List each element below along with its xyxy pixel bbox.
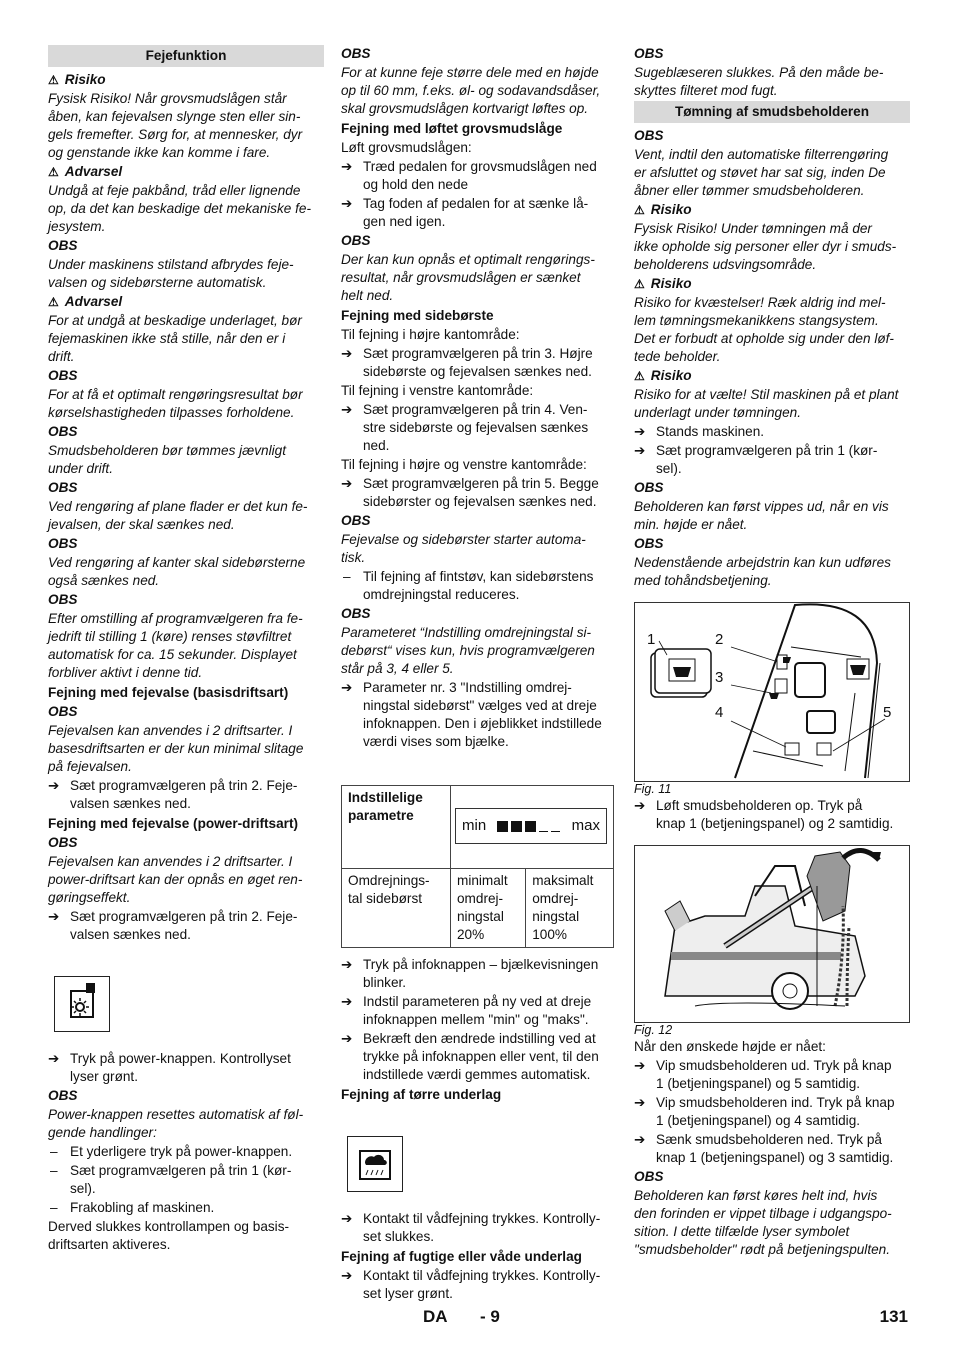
instruction-step bbox=[341, 195, 615, 231]
subheading: Fejning af fugtige eller våde underlag bbox=[341, 1249, 582, 1264]
note-label: OBS bbox=[48, 536, 78, 551]
note-label: OBS bbox=[634, 1169, 664, 1184]
dash-bullet: – bbox=[50, 1163, 58, 1178]
body-text: Til fejning i højre kantområde: bbox=[341, 327, 520, 342]
note-label: OBS bbox=[48, 704, 78, 719]
bar-segment-empty bbox=[551, 831, 560, 832]
step-text: Træd pedalen for grovsmudslågen ned og hold den nede bbox=[363, 159, 597, 192]
arrow-right-icon: ➔ bbox=[634, 798, 646, 813]
instruction-step bbox=[341, 345, 615, 381]
column-right bbox=[634, 44, 910, 1259]
note-text: For at undgå at beskadige underlaget, bør fejemaskinen ikke stå stille, når den er i drift. bbox=[48, 313, 302, 364]
note-text: Fejevalsen kan anvendes i 2 driftsarter. I basesdriftsarten er der kun minimal slitage på fejevalsen. bbox=[48, 723, 304, 774]
arrow-right-icon: ➔ bbox=[341, 476, 353, 491]
figure-caption: Fig. 11 bbox=[634, 782, 672, 796]
instruction-step bbox=[341, 993, 615, 1029]
subheading: Fejning med fejevalse (power-driftsart) bbox=[48, 816, 299, 831]
note-label: OBS bbox=[341, 233, 371, 248]
body-text: Til fejning i højre og venstre kantområde: bbox=[341, 457, 587, 472]
section-heading: Fejefunktion bbox=[48, 45, 324, 67]
step-text: Sæt programvælgeren på trin 1 (kør- sel). bbox=[656, 443, 878, 476]
body-text: Når den ønskede højde er nået: bbox=[634, 1039, 826, 1054]
instruction-step bbox=[341, 1030, 615, 1084]
note-label: OBS bbox=[48, 592, 78, 607]
step-text: Til fejning af fintstøv, kan sidebørstens omdrejningstal reduceres. bbox=[363, 569, 594, 602]
instruction-step bbox=[341, 158, 615, 194]
note-label: OBS bbox=[634, 128, 664, 143]
body-text: Løft grovsmudslågen: bbox=[341, 140, 472, 155]
bar-display-cell bbox=[451, 786, 614, 869]
max-value-cell: maksimalt omdrej- ningstal 100% bbox=[526, 869, 614, 948]
list-item bbox=[48, 1143, 324, 1161]
step-text: Bekræft den ændrede indstilling ved at trykke på infoknappen eller vent, til den indstillede værdi gemmes automatisk. bbox=[363, 1031, 599, 1082]
note-text: Fysisk Risiko! Under tømningen må der ikke opholde sig personer eller dyr i smuds- beholderens udsvingsområde. bbox=[634, 221, 897, 272]
note-label: OBS bbox=[48, 368, 78, 383]
footer-language: DA bbox=[423, 1307, 448, 1326]
step-text: Tag foden af pedalen for at sænke lå- gen ned igen. bbox=[363, 196, 589, 229]
note-text: Risiko for kvæstelser! Ræk aldrig ind mel- lem tømningsmekanikkens stangsystem. Det er forbudt at opholde sig under den løf- tede beholder. bbox=[634, 295, 894, 364]
note-label: OBS bbox=[48, 1088, 78, 1103]
bar-segment-filled bbox=[511, 821, 522, 832]
instruction-step bbox=[48, 1050, 324, 1086]
min-value-cell: minimalt omdrej- ningstal 20% bbox=[451, 869, 526, 948]
warning-label: Risiko bbox=[650, 276, 692, 291]
arrow-right-icon: ➔ bbox=[341, 1031, 353, 1046]
warning-heading bbox=[634, 275, 910, 293]
note-text: Nedenstående arbejdstrin kan kun udføres med tohåndsbetjening. bbox=[634, 555, 891, 588]
bar-max-label: max bbox=[571, 817, 600, 834]
step-text: Sæt programvælgeren på trin 2. Feje- valsen sænkes ned. bbox=[70, 778, 298, 811]
column-left bbox=[48, 44, 324, 1254]
note-label: OBS bbox=[48, 238, 78, 253]
control-panel-illustration bbox=[634, 602, 910, 782]
step-text: Løft smudsbeholderen op. Tryk på knap 1 (betjeningspanel) og 2 samtidig. bbox=[656, 798, 894, 831]
instruction-step bbox=[341, 679, 615, 751]
warning-label: Advarsel bbox=[64, 294, 123, 309]
dash-bullet: – bbox=[50, 1144, 58, 1159]
list-item bbox=[48, 1199, 324, 1217]
note-label: OBS bbox=[634, 536, 664, 551]
list-item bbox=[341, 568, 615, 604]
warning-heading bbox=[48, 163, 324, 181]
body-text: Derved slukkes kontrollampen og basis- driftsarten aktiveres. bbox=[48, 1219, 290, 1252]
step-text: Kontakt til vådfejning trykkes. Kontrolly- set slukkes. bbox=[363, 1211, 601, 1244]
note-label: OBS bbox=[341, 606, 371, 621]
step-text: Vip smudsbeholderen ud. Tryk på knap 1 (betjeningspanel) og 5 samtidig. bbox=[656, 1058, 892, 1091]
subheading: Fejning med løftet grovsmudslåge bbox=[341, 121, 563, 136]
bar-level-display bbox=[455, 808, 607, 844]
power-button-icon bbox=[54, 976, 110, 1032]
step-text: Sæt programvælgeren på trin 2. Feje- valsen sænkes ned. bbox=[70, 909, 298, 942]
note-text: Beholderen kan først vippes ud, når en vis min. højde er nået. bbox=[634, 499, 889, 532]
subheading: Fejning af tørre underlag bbox=[341, 1087, 502, 1102]
note-label: OBS bbox=[48, 480, 78, 495]
arrow-right-icon: ➔ bbox=[341, 680, 353, 695]
section-heading: Tømning af smudsbeholderen bbox=[634, 101, 910, 123]
step-text: Sæt programvælgeren på trin 4. Ven- stre sidebørste og fejevalsen sænkes ned. bbox=[363, 402, 589, 453]
warning-label: Risiko bbox=[650, 368, 692, 383]
arrow-right-icon: ➔ bbox=[48, 778, 60, 793]
subheading: Fejning med fejevalse (basisdriftsart) bbox=[48, 685, 289, 700]
warning-triangle-icon: ⚠ bbox=[634, 203, 645, 217]
warning-heading bbox=[634, 367, 910, 385]
arrow-right-icon: ➔ bbox=[634, 424, 646, 439]
instruction-step bbox=[48, 908, 324, 944]
arrow-right-icon: ➔ bbox=[341, 1211, 353, 1226]
note-text: Smudsbeholderen bør tømmes jævnligt under drift. bbox=[48, 443, 286, 476]
instruction-step bbox=[634, 1057, 910, 1093]
callout-label: 5 bbox=[883, 704, 892, 721]
instruction-step bbox=[341, 1267, 615, 1303]
warning-triangle-icon: ⚠ bbox=[48, 165, 59, 179]
arrow-right-icon: ➔ bbox=[341, 346, 353, 361]
bar-segment-empty bbox=[539, 831, 548, 832]
warning-triangle-icon: ⚠ bbox=[48, 73, 59, 87]
subheading: Fejning med sidebørste bbox=[341, 308, 494, 323]
note-text: For at kunne feje større dele med en højde op til 60 mm, f.eks. øl- og sodavandsdåser, skal grovsmudslågen kortvarigt løftes op. bbox=[341, 65, 601, 116]
footer-local-page: - 9 bbox=[480, 1307, 500, 1326]
note-label: OBS bbox=[48, 424, 78, 439]
instruction-step bbox=[634, 442, 910, 478]
step-text: Kontakt til vådfejning trykkes. Kontrolly- set lyser grønt. bbox=[363, 1268, 601, 1301]
instruction-step bbox=[341, 1210, 615, 1246]
arrow-right-icon: ➔ bbox=[341, 159, 353, 174]
bar-level-segments bbox=[497, 821, 560, 832]
arrow-right-icon: ➔ bbox=[634, 1058, 646, 1073]
note-text: Der kan kun opnås et optimalt rengørings- resultat, når grovsmudslågen er sænket helt ned. bbox=[341, 252, 595, 303]
step-text: Tryk på infoknappen – bjælkevisningen blinker. bbox=[363, 957, 599, 990]
arrow-right-icon: ➔ bbox=[634, 1132, 646, 1147]
instruction-step bbox=[48, 777, 324, 813]
warning-heading bbox=[48, 293, 324, 311]
step-text: Sæt programvælgeren på trin 5. Begge sidebørster og fejevalsen sænkes ned. bbox=[363, 476, 599, 509]
note-text: Fejevalsen kan anvendes i 2 driftsarter. I power-driftsart kan der opnås en øget ren- gøringseffekt. bbox=[48, 854, 303, 905]
note-text: Power-knappen resettes automatisk af føl- gende handlinger: bbox=[48, 1107, 304, 1140]
arrow-right-icon: ➔ bbox=[341, 994, 353, 1009]
sweeper-emptying-illustration bbox=[634, 845, 910, 1023]
callout-label: 3 bbox=[715, 669, 724, 686]
note-label: OBS bbox=[634, 46, 664, 61]
arrow-right-icon: ➔ bbox=[48, 1051, 60, 1066]
instruction-step bbox=[634, 1131, 910, 1167]
note-text: Vent, indtil den automatiske filterrengøring er afsluttet og støvet har sat sig, inden De åbner eller tømmer smudsbeholderen. bbox=[634, 147, 889, 198]
column-middle bbox=[341, 44, 615, 1303]
note-text: Under maskinens stilstand afbrydes feje- valsen og sidebørsterne automatisk. bbox=[48, 257, 294, 290]
step-text: Sæt programvælgeren på trin 1 (kør- sel). bbox=[70, 1163, 292, 1196]
arrow-right-icon: ➔ bbox=[634, 443, 646, 458]
footer-page-number: 131 bbox=[879, 1307, 908, 1326]
note-text: Sugeblæseren slukkes. På den måde be- skyttes filteret mod fugt. bbox=[634, 65, 884, 98]
dash-bullet: – bbox=[343, 569, 351, 584]
note-label: OBS bbox=[341, 46, 371, 61]
wet-sweeping-icon bbox=[347, 1136, 403, 1192]
step-text: Tryk på power-knappen. Kontrollyset lyser grønt. bbox=[70, 1051, 291, 1084]
instruction-step bbox=[634, 1094, 910, 1130]
note-text: For at få et optimalt rengøringsresultat bør kørselshastigheden tilpasses forholdene. bbox=[48, 387, 303, 420]
warning-label: Risiko bbox=[64, 72, 106, 87]
step-text: Frakobling af maskinen. bbox=[70, 1200, 215, 1215]
step-text: Indstil parameteren på ny ved at dreje infoknappen mellem "min" og "maks". bbox=[363, 994, 592, 1027]
body-text: Til fejning i venstre kantområde: bbox=[341, 383, 534, 398]
arrow-right-icon: ➔ bbox=[341, 402, 353, 417]
warning-label: Advarsel bbox=[64, 164, 123, 179]
instruction-step bbox=[341, 401, 615, 455]
warning-heading bbox=[48, 71, 324, 89]
callout-label: 4 bbox=[715, 704, 724, 721]
note-label: OBS bbox=[341, 513, 371, 528]
arrow-right-icon: ➔ bbox=[634, 1095, 646, 1110]
arrow-right-icon: ➔ bbox=[341, 1268, 353, 1283]
note-label: OBS bbox=[634, 480, 664, 495]
warning-triangle-icon: ⚠ bbox=[634, 277, 645, 291]
step-text: Sænk smudsbeholderen ned. Tryk på knap 1 (betjeningspanel) og 3 samtidig. bbox=[656, 1132, 894, 1165]
table-header-cell: Indstillelige parametre bbox=[342, 786, 451, 869]
note-text: Risiko for at vælte! Stil maskinen på et plant underlagt under tømningen. bbox=[634, 387, 899, 420]
note-text: Fysisk Risiko! Når grovsmudslågen står åben, kan fejevalsen slynge sten eller sin- gels fremefter. Sørg for, at mennesker, dyr og genstande ikke kan komme i fare. bbox=[48, 91, 303, 160]
warning-triangle-icon: ⚠ bbox=[634, 369, 645, 383]
figure-11 bbox=[634, 602, 910, 796]
parameter-table bbox=[341, 785, 614, 948]
figure-caption: Fig. 12 bbox=[634, 1023, 673, 1037]
warning-triangle-icon: ⚠ bbox=[48, 295, 59, 309]
step-text: Parameter nr. 3 "Indstilling omdrej- ningstal sidebørst" vælges ved at dreje infoknappen. Den i øjeblikket indstillede værdi vises som bjælke. bbox=[363, 680, 602, 749]
figure-12 bbox=[634, 845, 910, 1037]
step-text: Et yderligere tryk på power-knappen. bbox=[70, 1144, 293, 1159]
note-text: Beholderen kan først køres helt ind, hvis den forinden er vippet tilbage i udgangspo- sition. I dette tilfælde lyser symbolet "smudsbeholder" rødt på betjeningspulten. bbox=[634, 1188, 892, 1257]
dash-bullet: – bbox=[50, 1200, 58, 1215]
step-text: Sæt programvælgeren på trin 3. Højre sidebørste og fejevalsen sænkes ned. bbox=[363, 346, 593, 379]
arrow-right-icon: ➔ bbox=[341, 957, 353, 972]
list-item bbox=[48, 1162, 324, 1198]
callout-label: 1 bbox=[647, 631, 656, 648]
note-text: Ved rengøring af kanter skal sidebørsterne også sænkes ned. bbox=[48, 555, 306, 588]
note-text: Undgå at feje pakbånd, tråd eller lignende op, da det kan beskadige det mekaniske fe- jesystem. bbox=[48, 183, 311, 234]
bar-min-label: min bbox=[462, 817, 487, 834]
warning-heading bbox=[634, 201, 910, 219]
arrow-right-icon: ➔ bbox=[341, 196, 353, 211]
note-text: Fejevalse og sidebørster starter automa- tisk. bbox=[341, 532, 586, 565]
step-text: Vip smudsbeholderen ind. Tryk på knap 1 (betjeningspanel) og 4 samtidig. bbox=[656, 1095, 895, 1128]
instruction-step bbox=[634, 797, 910, 833]
bar-segment-filled bbox=[525, 821, 536, 832]
note-text: Parameteret “Indstilling omdrejningstal si- debørst“ vises kun, hvis programvælgeren står på 3, 4 eller 5. bbox=[341, 625, 595, 676]
note-text: Efter omstilling af programvælgeren fra fe- jedrift til stilling 1 (køre) renses støvfiltret automatisk for ca. 15 sekunder. Displayet forbliver aktivt i denne tid. bbox=[48, 611, 303, 680]
warning-label: Risiko bbox=[650, 202, 692, 217]
instruction-step bbox=[634, 423, 910, 441]
note-label: OBS bbox=[48, 835, 78, 850]
callout-label: 2 bbox=[715, 631, 724, 648]
row-label-cell: Omdrejnings- tal sidebørst bbox=[342, 869, 451, 948]
step-text: Stands maskinen. bbox=[656, 424, 765, 439]
bar-segment-filled bbox=[497, 821, 508, 832]
instruction-step bbox=[341, 956, 615, 992]
instruction-step bbox=[341, 475, 615, 511]
note-text: Ved rengøring af plane flader er det kun fe- jevalsen, der skal sænkes ned. bbox=[48, 499, 308, 532]
arrow-right-icon: ➔ bbox=[48, 909, 60, 924]
